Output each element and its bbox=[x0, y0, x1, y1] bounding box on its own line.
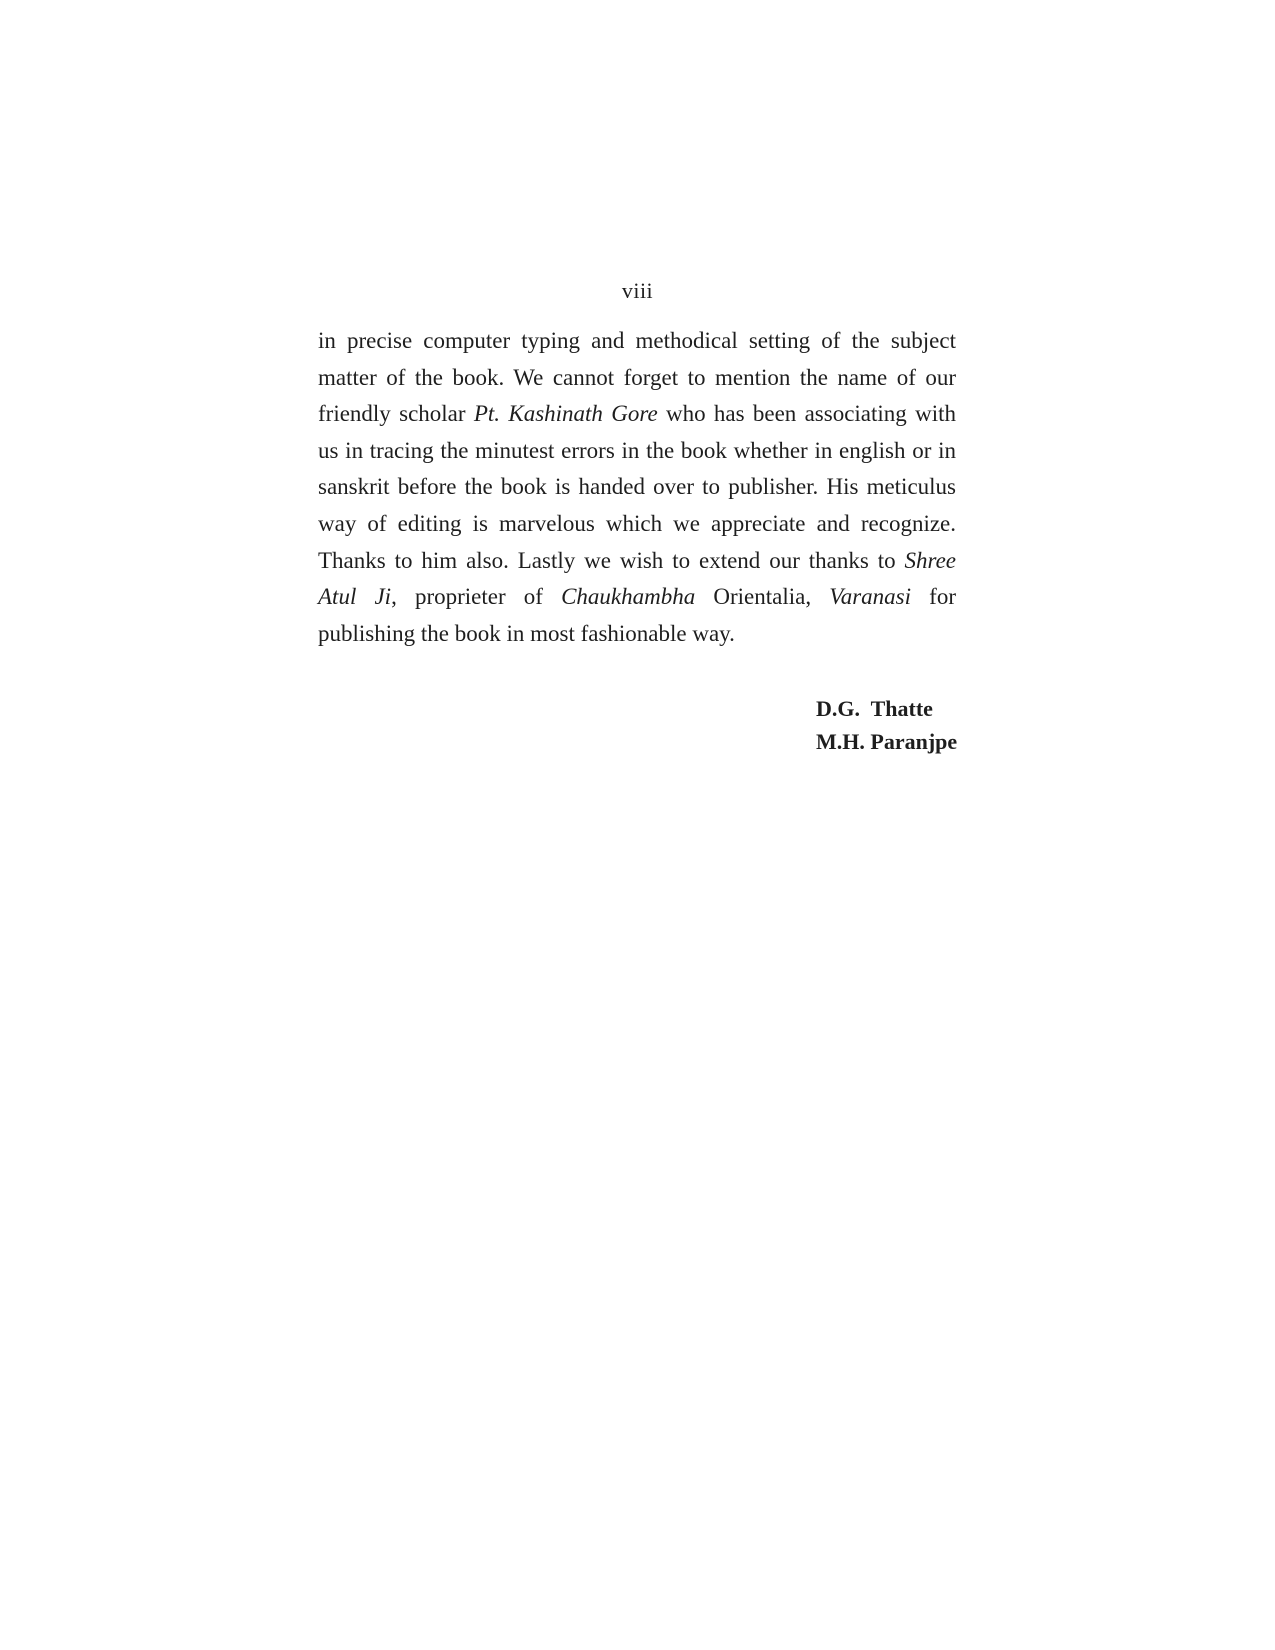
text-segment: for publishing the book in most fashionable way. bbox=[318, 584, 956, 646]
name-kashinath-gore: Pt. Kashinath Gore bbox=[473, 401, 658, 427]
author-name-paranjpe: M.H. Paranjpe bbox=[816, 729, 958, 754]
name-shree-atul-ji: Shree Atul Ji bbox=[318, 547, 956, 610]
text-segment: , proprieter of bbox=[391, 584, 562, 610]
name-chaukhambha: Chaukhambha bbox=[561, 584, 696, 610]
author-name-thatte: D.G. Thatte bbox=[816, 696, 933, 721]
text-segment: who has been associating with us in tracing the minutest errors in the book whether in english or in sanskrit before the book is handed over to publisher. His meticulus way of editing is marvelous which we appreciate and recognize. Thanks to him also. Lastly we wish to extend our thanks to bbox=[318, 401, 956, 573]
text-segment: in precise computer typing and methodical setting of the subject matter of the book. We cannot forget to mention the name of our friendly scholar bbox=[318, 328, 956, 427]
text-segment: Orientalia, bbox=[695, 584, 830, 610]
body-paragraph bbox=[318, 323, 956, 652]
signature-block bbox=[816, 692, 986, 758]
page-number: viii bbox=[621, 278, 654, 303]
name-varanasi: Varanasi bbox=[829, 584, 912, 610]
